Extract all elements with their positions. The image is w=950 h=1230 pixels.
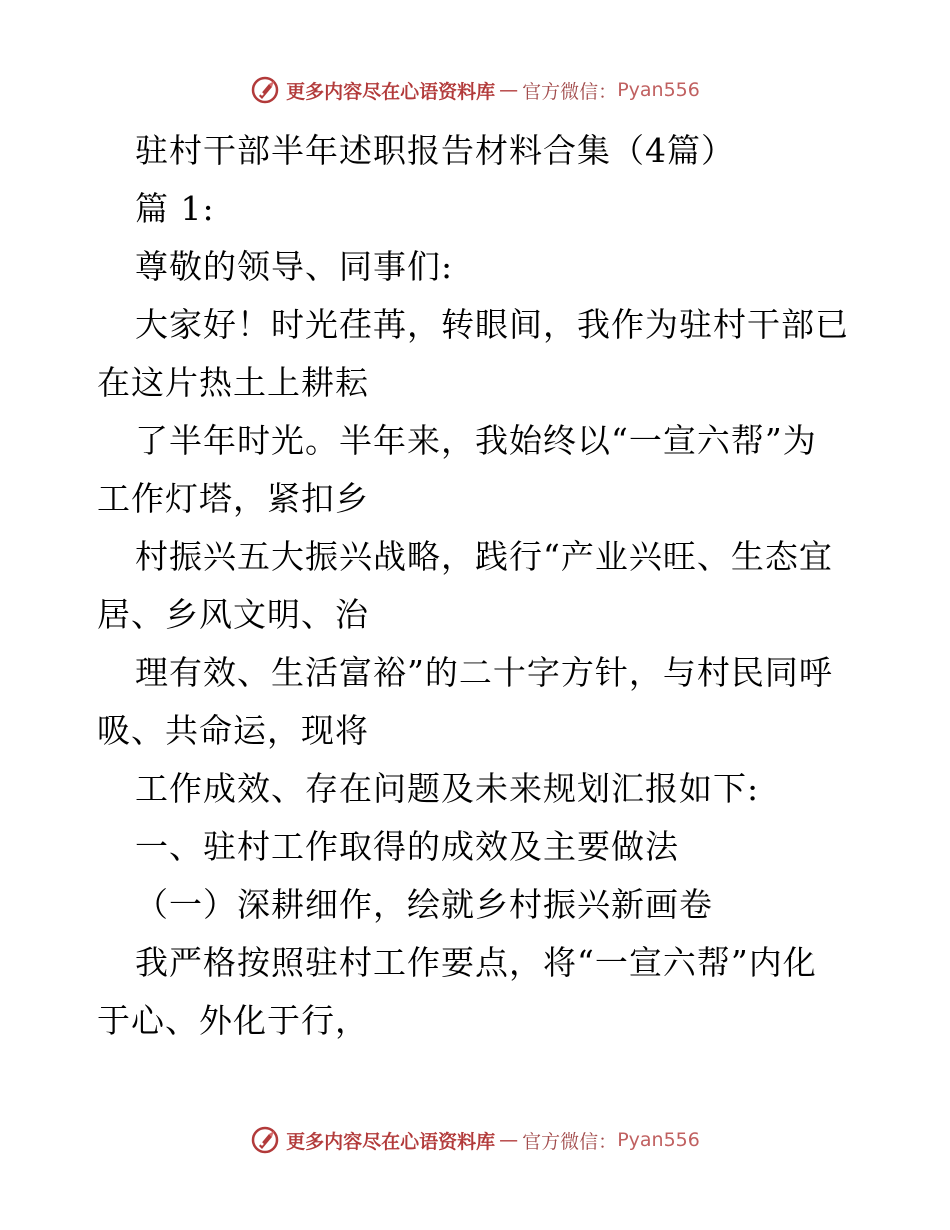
text-line: 大家好！时光荏苒，转眼间，我作为驻村干部已: [135, 305, 849, 344]
text-line: （一）深耕细作，绘就乡村振兴新画卷: [135, 885, 713, 924]
watermark-dash: —: [499, 1129, 519, 1151]
text-line: 理有效、生活富裕”的二十字方针，与村民同呼: [135, 653, 833, 692]
pen-nib-logo-icon: [250, 75, 280, 105]
watermark-account: Pyan556: [617, 79, 700, 101]
text-line: 在这片热土上耕耘: [97, 363, 369, 402]
watermark-main-text: 更多内容尽在心语资料库: [286, 80, 496, 103]
text-line: 篇 1:: [135, 189, 215, 228]
text-line: 工作灯塔，紧扣乡: [97, 479, 369, 518]
text-line: 尊敬的领导、同事们:: [135, 247, 454, 286]
text-line: 吸、共命运，现将: [97, 711, 369, 750]
text-line: 工作成效、存在问题及未来规划汇报如下:: [135, 769, 760, 808]
text-line: 居、乡风文明、治: [97, 595, 369, 634]
header-watermark: [0, 70, 950, 110]
pen-nib-logo-icon: [250, 1125, 280, 1155]
text-line: 一、驻村工作取得的成效及主要做法: [135, 827, 679, 866]
text-line: 我严格按照驻村工作要点，将“一宣六帮”内化: [135, 943, 817, 982]
text-line: 了半年时光。半年来，我始终以“一宣六帮”为: [135, 421, 817, 460]
watermark-account: Pyan556: [617, 1129, 700, 1151]
watermark-main-text: 更多内容尽在心语资料库: [286, 1130, 496, 1153]
text-line: 于心、外化于行，: [97, 1001, 369, 1040]
watermark-label: 官方微信：: [522, 80, 618, 103]
watermark-label: 官方微信：: [522, 1130, 618, 1153]
document-body: [97, 122, 857, 1050]
footer-watermark: [0, 1120, 950, 1160]
document-title: 驻村干部半年述职报告材料合集（4篇）: [135, 131, 735, 170]
watermark-dash: —: [499, 79, 519, 101]
text-line: 村振兴五大振兴战略，践行“产业兴旺、生态宜: [135, 537, 833, 576]
